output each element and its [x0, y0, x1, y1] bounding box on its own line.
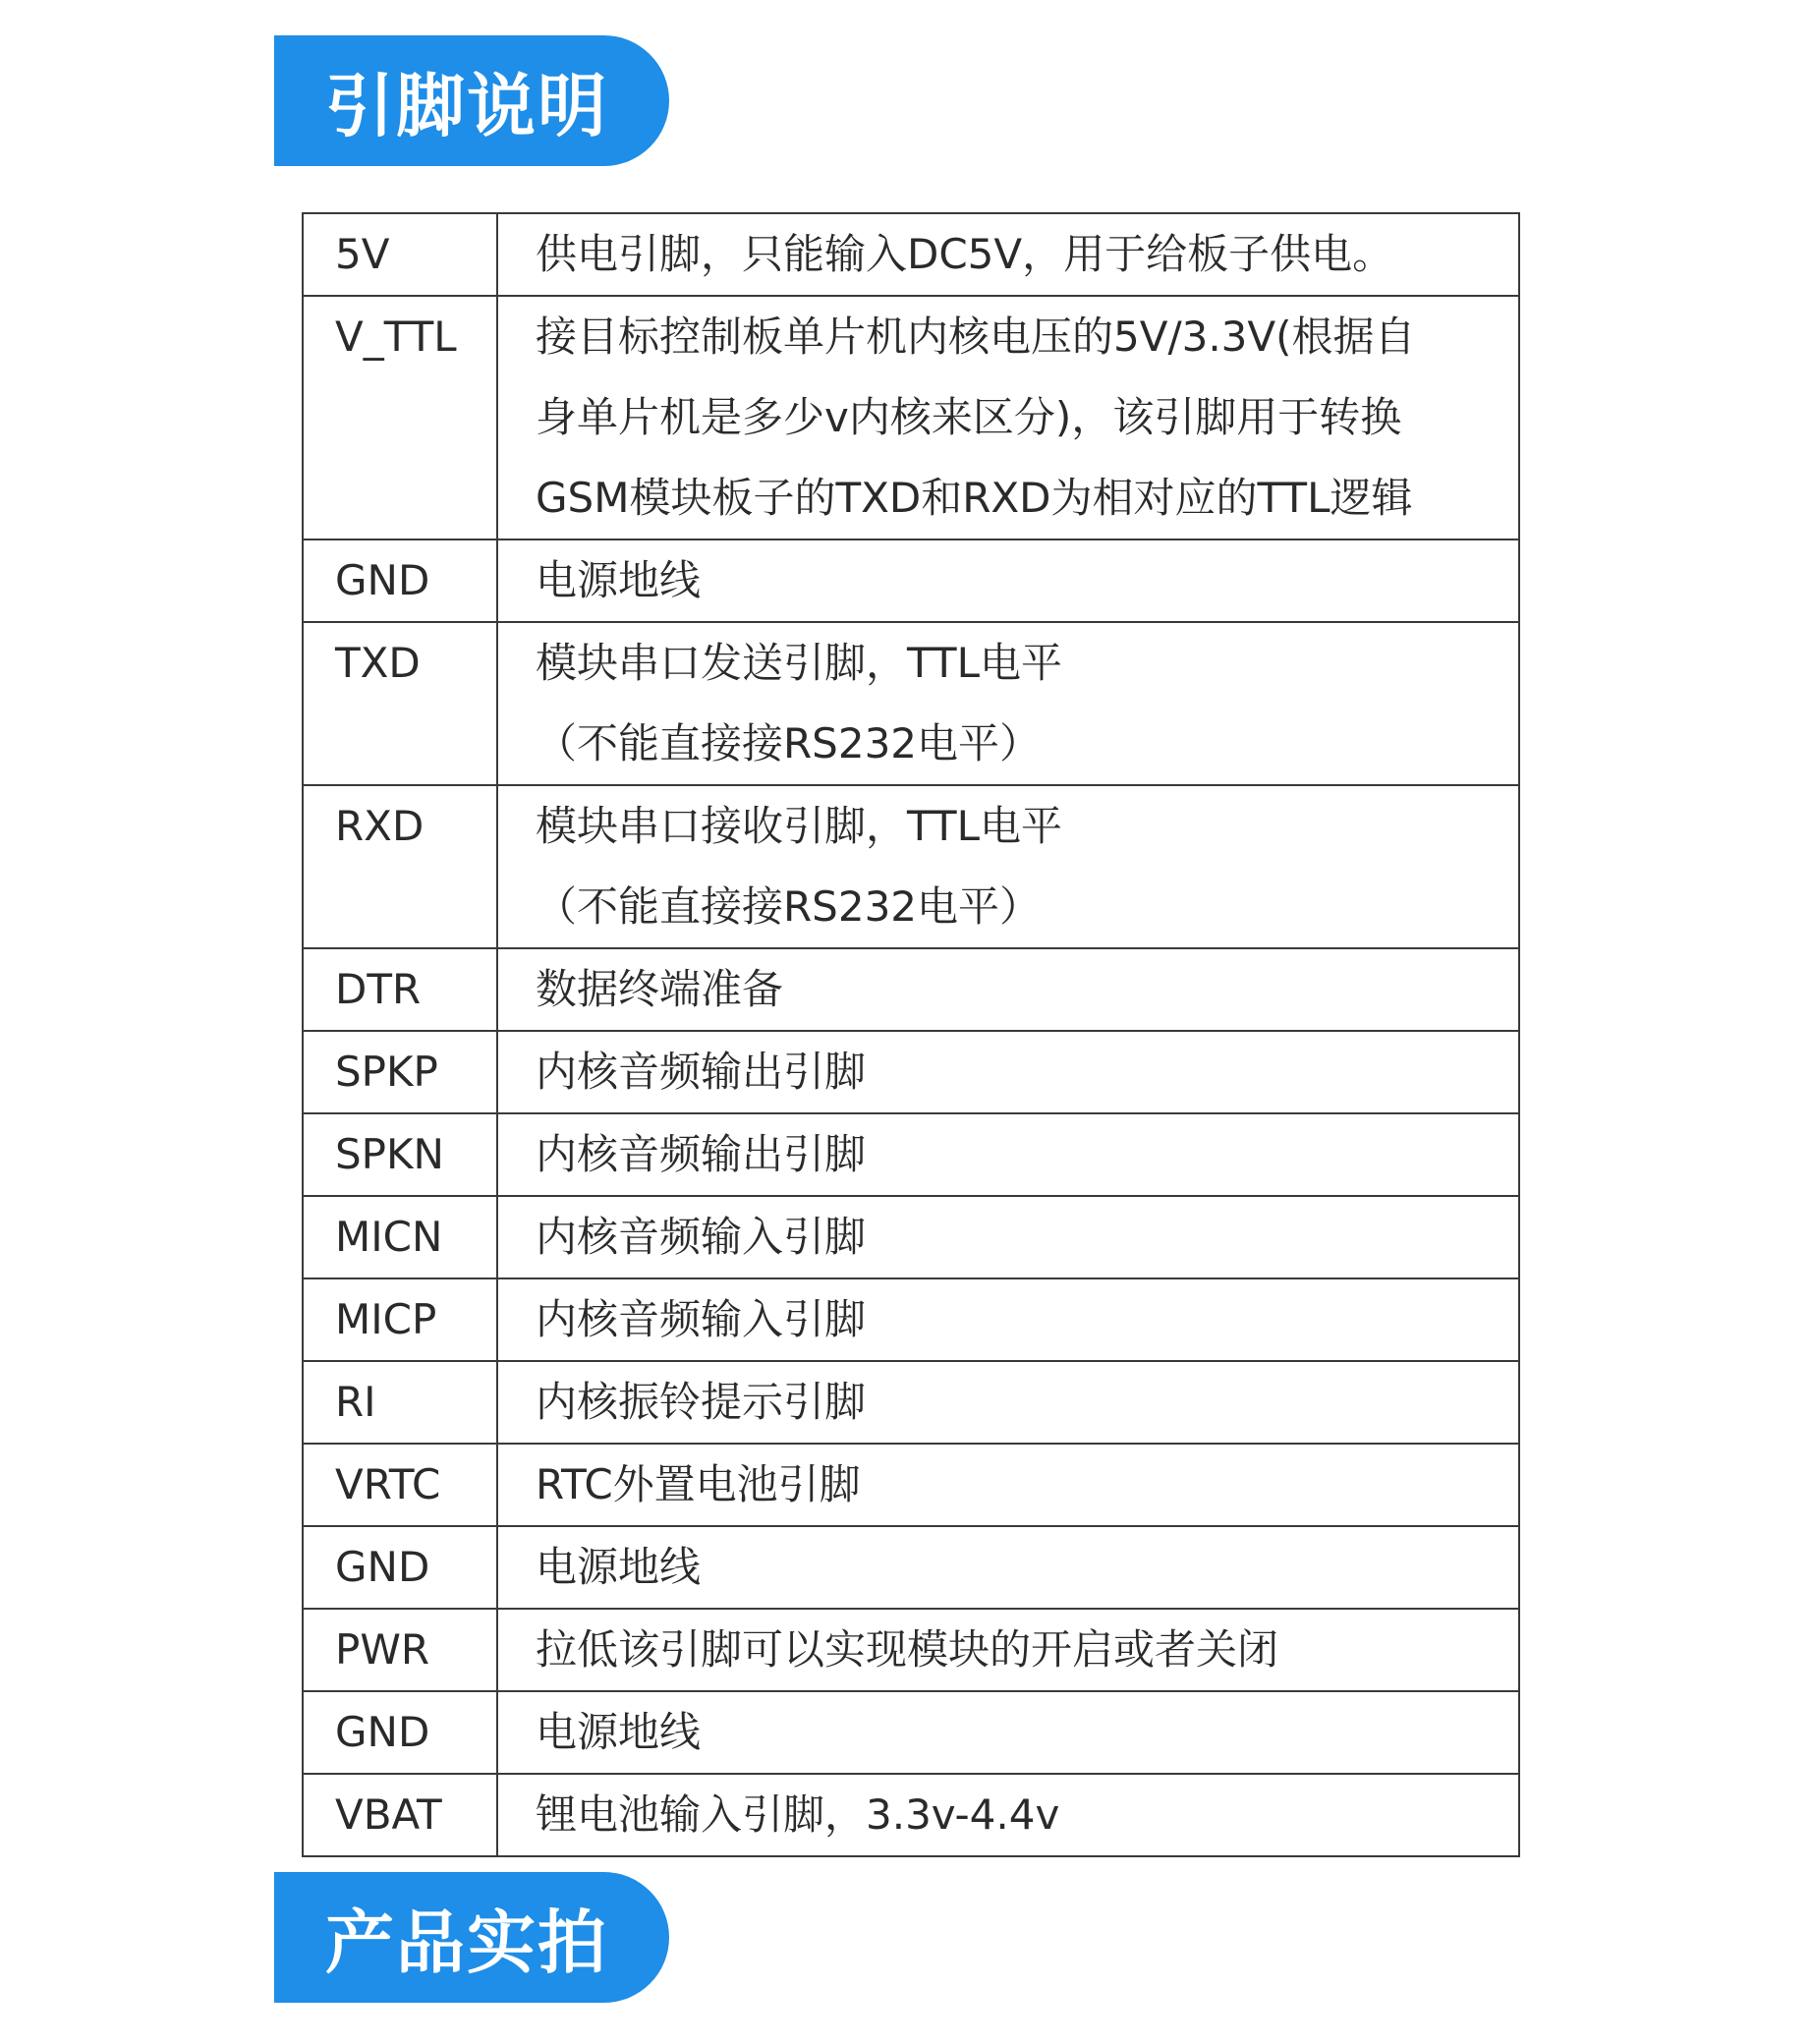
table-row — [303, 1526, 1519, 1609]
pin-description-line: 内核音频输出引脚 — [536, 1048, 867, 1096]
pin-description-cell — [497, 213, 1519, 296]
pin-description-cell — [497, 622, 1519, 785]
pin-description-line: 数据终端准备 — [536, 965, 784, 1013]
product-photo-title: 产品实拍 — [325, 1902, 608, 1983]
table-row — [303, 539, 1519, 622]
pin-description-line: 电源地线 — [536, 1543, 702, 1591]
pin-description-cell — [497, 1609, 1519, 1691]
pin-name-cell: SPKN — [303, 1113, 497, 1196]
pin-name-cell: 5V — [303, 213, 497, 296]
pin-description-line: 内核音频输入引脚 — [536, 1295, 867, 1343]
pin-name-cell: RXD — [303, 785, 497, 948]
pin-name-cell: RI — [303, 1361, 497, 1444]
pin-description-line: 内核振铃提示引脚 — [536, 1378, 867, 1426]
table-row — [303, 622, 1519, 785]
product-photo-banner — [274, 1872, 669, 2003]
table-row — [303, 1609, 1519, 1691]
pin-description-cell — [497, 1444, 1519, 1526]
pin-description-cell — [497, 948, 1519, 1031]
table-row — [303, 1113, 1519, 1196]
pin-description-line: 电源地线 — [536, 556, 702, 604]
table-row — [303, 1196, 1519, 1278]
pin-description-line: 身单片机是多少v内核来区分)，该引脚用于转换 — [536, 393, 1402, 441]
table-row — [303, 296, 1519, 539]
pin-table-body — [303, 213, 1519, 1856]
pin-description-cell — [497, 1691, 1519, 1774]
pin-description-cell — [497, 539, 1519, 622]
pin-description-line: 锂电池输入引脚，3.3v-4.4v — [536, 1790, 1060, 1839]
pin-name-cell: VBAT — [303, 1774, 497, 1856]
pin-description-cell — [497, 296, 1519, 539]
pin-name-cell: GND — [303, 1526, 497, 1609]
pin-description-cell — [497, 1113, 1519, 1196]
table-row — [303, 1361, 1519, 1444]
pin-description-cell — [497, 1278, 1519, 1361]
pin-name-cell: DTR — [303, 948, 497, 1031]
pin-name-cell: GND — [303, 539, 497, 622]
pin-description-cell — [497, 1361, 1519, 1444]
table-row — [303, 1278, 1519, 1361]
pin-description-line: RTC外置电池引脚 — [536, 1460, 861, 1508]
table-row — [303, 1691, 1519, 1774]
pin-description-line: 拉低该引脚可以实现模块的开启或者关闭 — [536, 1625, 1279, 1674]
pin-description-cell — [497, 1196, 1519, 1278]
pin-name-cell: VRTC — [303, 1444, 497, 1526]
pin-description-line: 内核音频输入引脚 — [536, 1213, 867, 1261]
pin-description-line: （不能直接接RS232电平） — [536, 882, 1042, 931]
pin-description-line: 接目标控制板单片机内核电压的5V/3.3V(根据自 — [536, 312, 1416, 361]
table-row — [303, 1774, 1519, 1856]
pin-description-cell — [497, 1031, 1519, 1113]
pin-description-cell — [497, 1526, 1519, 1609]
pin-description-line: GSM模块板子的TXD和RXD为相对应的TTL逻辑 — [536, 474, 1413, 522]
pin-name-cell: TXD — [303, 622, 497, 785]
pin-description-banner — [274, 35, 669, 166]
table-row — [303, 948, 1519, 1031]
pin-name-cell: MICP — [303, 1278, 497, 1361]
pin-description-cell — [497, 785, 1519, 948]
pin-description-line: （不能直接接RS232电平） — [536, 719, 1042, 767]
pin-description-line: 内核音频输出引脚 — [536, 1130, 867, 1178]
pin-name-cell: SPKP — [303, 1031, 497, 1113]
pin-description-cell — [497, 1774, 1519, 1856]
pin-description-title: 引脚说明 — [325, 66, 608, 146]
table-row — [303, 213, 1519, 296]
pin-name-cell: GND — [303, 1691, 497, 1774]
pin-table — [302, 212, 1520, 1857]
table-row — [303, 785, 1519, 948]
pin-name-cell: PWR — [303, 1609, 497, 1691]
pin-description-line: 模块串口发送引脚，TTL电平 — [536, 639, 1062, 687]
pin-description-line: 供电引脚，只能输入DC5V，用于给板子供电。 — [536, 230, 1394, 278]
table-row — [303, 1031, 1519, 1113]
pin-description-line: 模块串口接收引脚，TTL电平 — [536, 802, 1062, 850]
pin-name-cell: V_TTL — [303, 296, 497, 539]
pin-name-cell: MICN — [303, 1196, 497, 1278]
pin-description-line: 电源地线 — [536, 1708, 702, 1756]
table-row — [303, 1444, 1519, 1526]
